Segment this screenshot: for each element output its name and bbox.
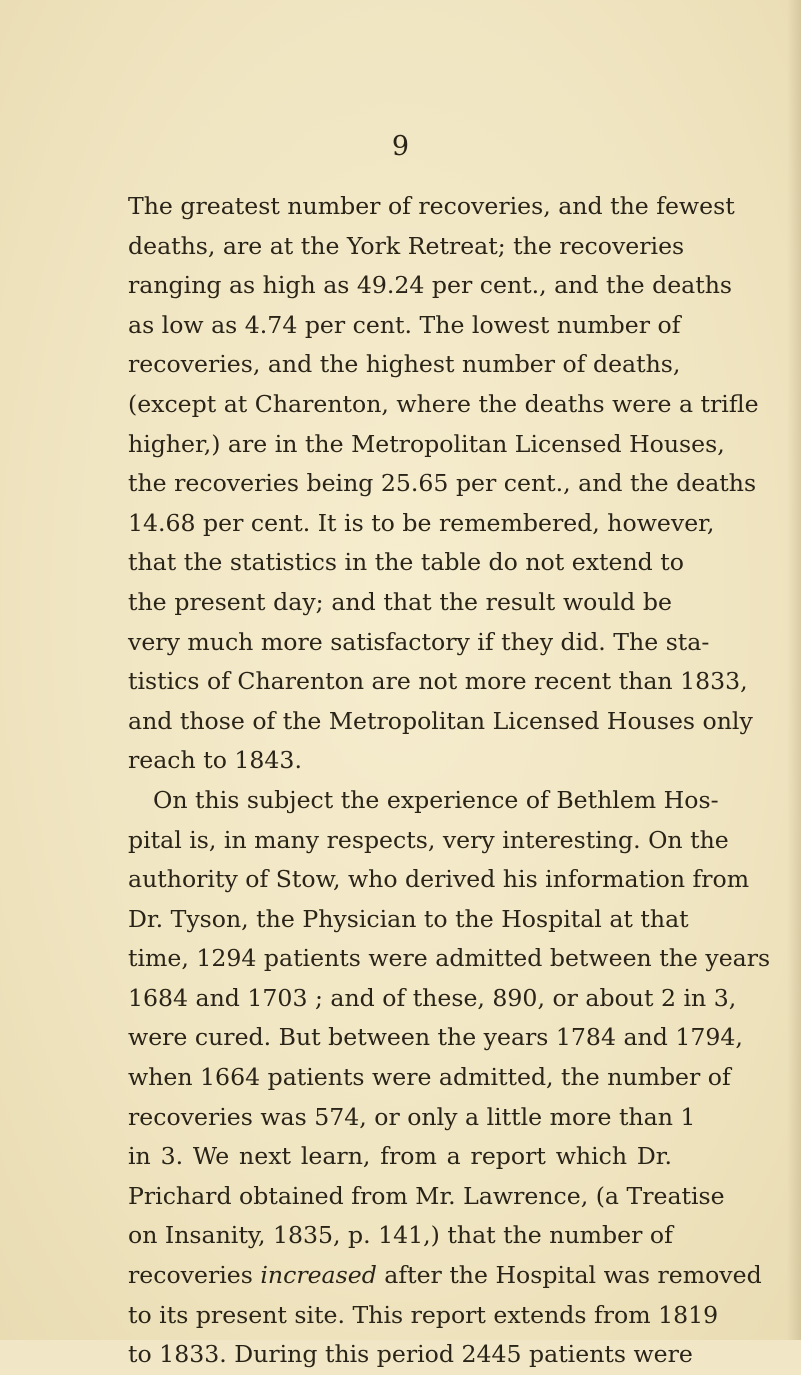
text-line: recoveries, and the highest number of deaths,: [128, 350, 681, 379]
italic-word: increased: [260, 1261, 377, 1290]
text-line: that the statistics in the table do not extend to: [128, 548, 684, 577]
text-line: as low as 4.74 per cent. The lowest number of: [128, 310, 681, 339]
text-line: were cured. But between the years 1784 and 1794,: [128, 1023, 743, 1052]
body-text: [128, 187, 771, 1375]
text-line: Prichard obtained from Mr. Lawrence, (a Treatise: [128, 1181, 725, 1210]
text-line: higher,) are in the Metropolitan Licensed Houses,: [128, 429, 725, 458]
text-segment: recoveries: [128, 1261, 261, 1290]
text-line: Dr. Tyson, the Physician to the Hospital at that: [128, 904, 689, 933]
text-line: 1684 and 1703 ; and of these, 890, or about 2 in 3,: [128, 983, 737, 1012]
text-line: The greatest number of recoveries, and the fewest: [128, 192, 735, 220]
text-line: the present day; and that the result would be: [128, 587, 672, 616]
text-line: to its present site. This report extends from 1819: [128, 1300, 719, 1329]
page-number: 9: [391, 131, 410, 162]
text-line-with-italic: [128, 1256, 762, 1296]
page-edge-shadow: [787, 0, 801, 1340]
text-line: the recoveries being 25.65 per cent., and the deaths: [128, 469, 757, 498]
text-line: tistics of Charenton are not more recent than 1833,: [128, 667, 748, 696]
text-line: ranging as high as 49.24 per cent., and the deaths: [128, 271, 733, 300]
text-line: when 1664 patients were admitted, the number of: [128, 1063, 731, 1092]
text-line: 14.68 per cent. It is to be remembered, however,: [128, 508, 715, 537]
text-line: deaths, are at the York Retreat; the recoveries: [128, 231, 685, 260]
text-line: in 3. We next learn, from a report which Dr.: [128, 1142, 672, 1171]
text-line: very much more satisfactory if they did. The sta-: [128, 627, 710, 656]
text-line: reach to 1843.: [128, 746, 302, 775]
text-line: pital is, in many respects, very interesting. On the: [128, 825, 729, 854]
text-line: on Insanity, 1835, p. 141,) that the number of: [128, 1221, 673, 1250]
text-line: authority of Stow, who derived his information from: [128, 865, 750, 894]
text-line: to 1833. During this period 2445 patients were: [128, 1340, 693, 1369]
text-line: On this subject the experience of Bethlem Hos-: [153, 785, 719, 814]
text-line: and those of the Metropolitan Licensed Houses only: [128, 706, 753, 735]
text-line: recoveries was 574, or only a little more than 1: [128, 1102, 696, 1131]
text-segment: after the Hospital was removed: [376, 1261, 762, 1290]
text-line: (except at Charenton, where the deaths were a trifle: [128, 389, 759, 418]
text-line: time, 1294 patients were admitted between the years: [128, 944, 771, 973]
